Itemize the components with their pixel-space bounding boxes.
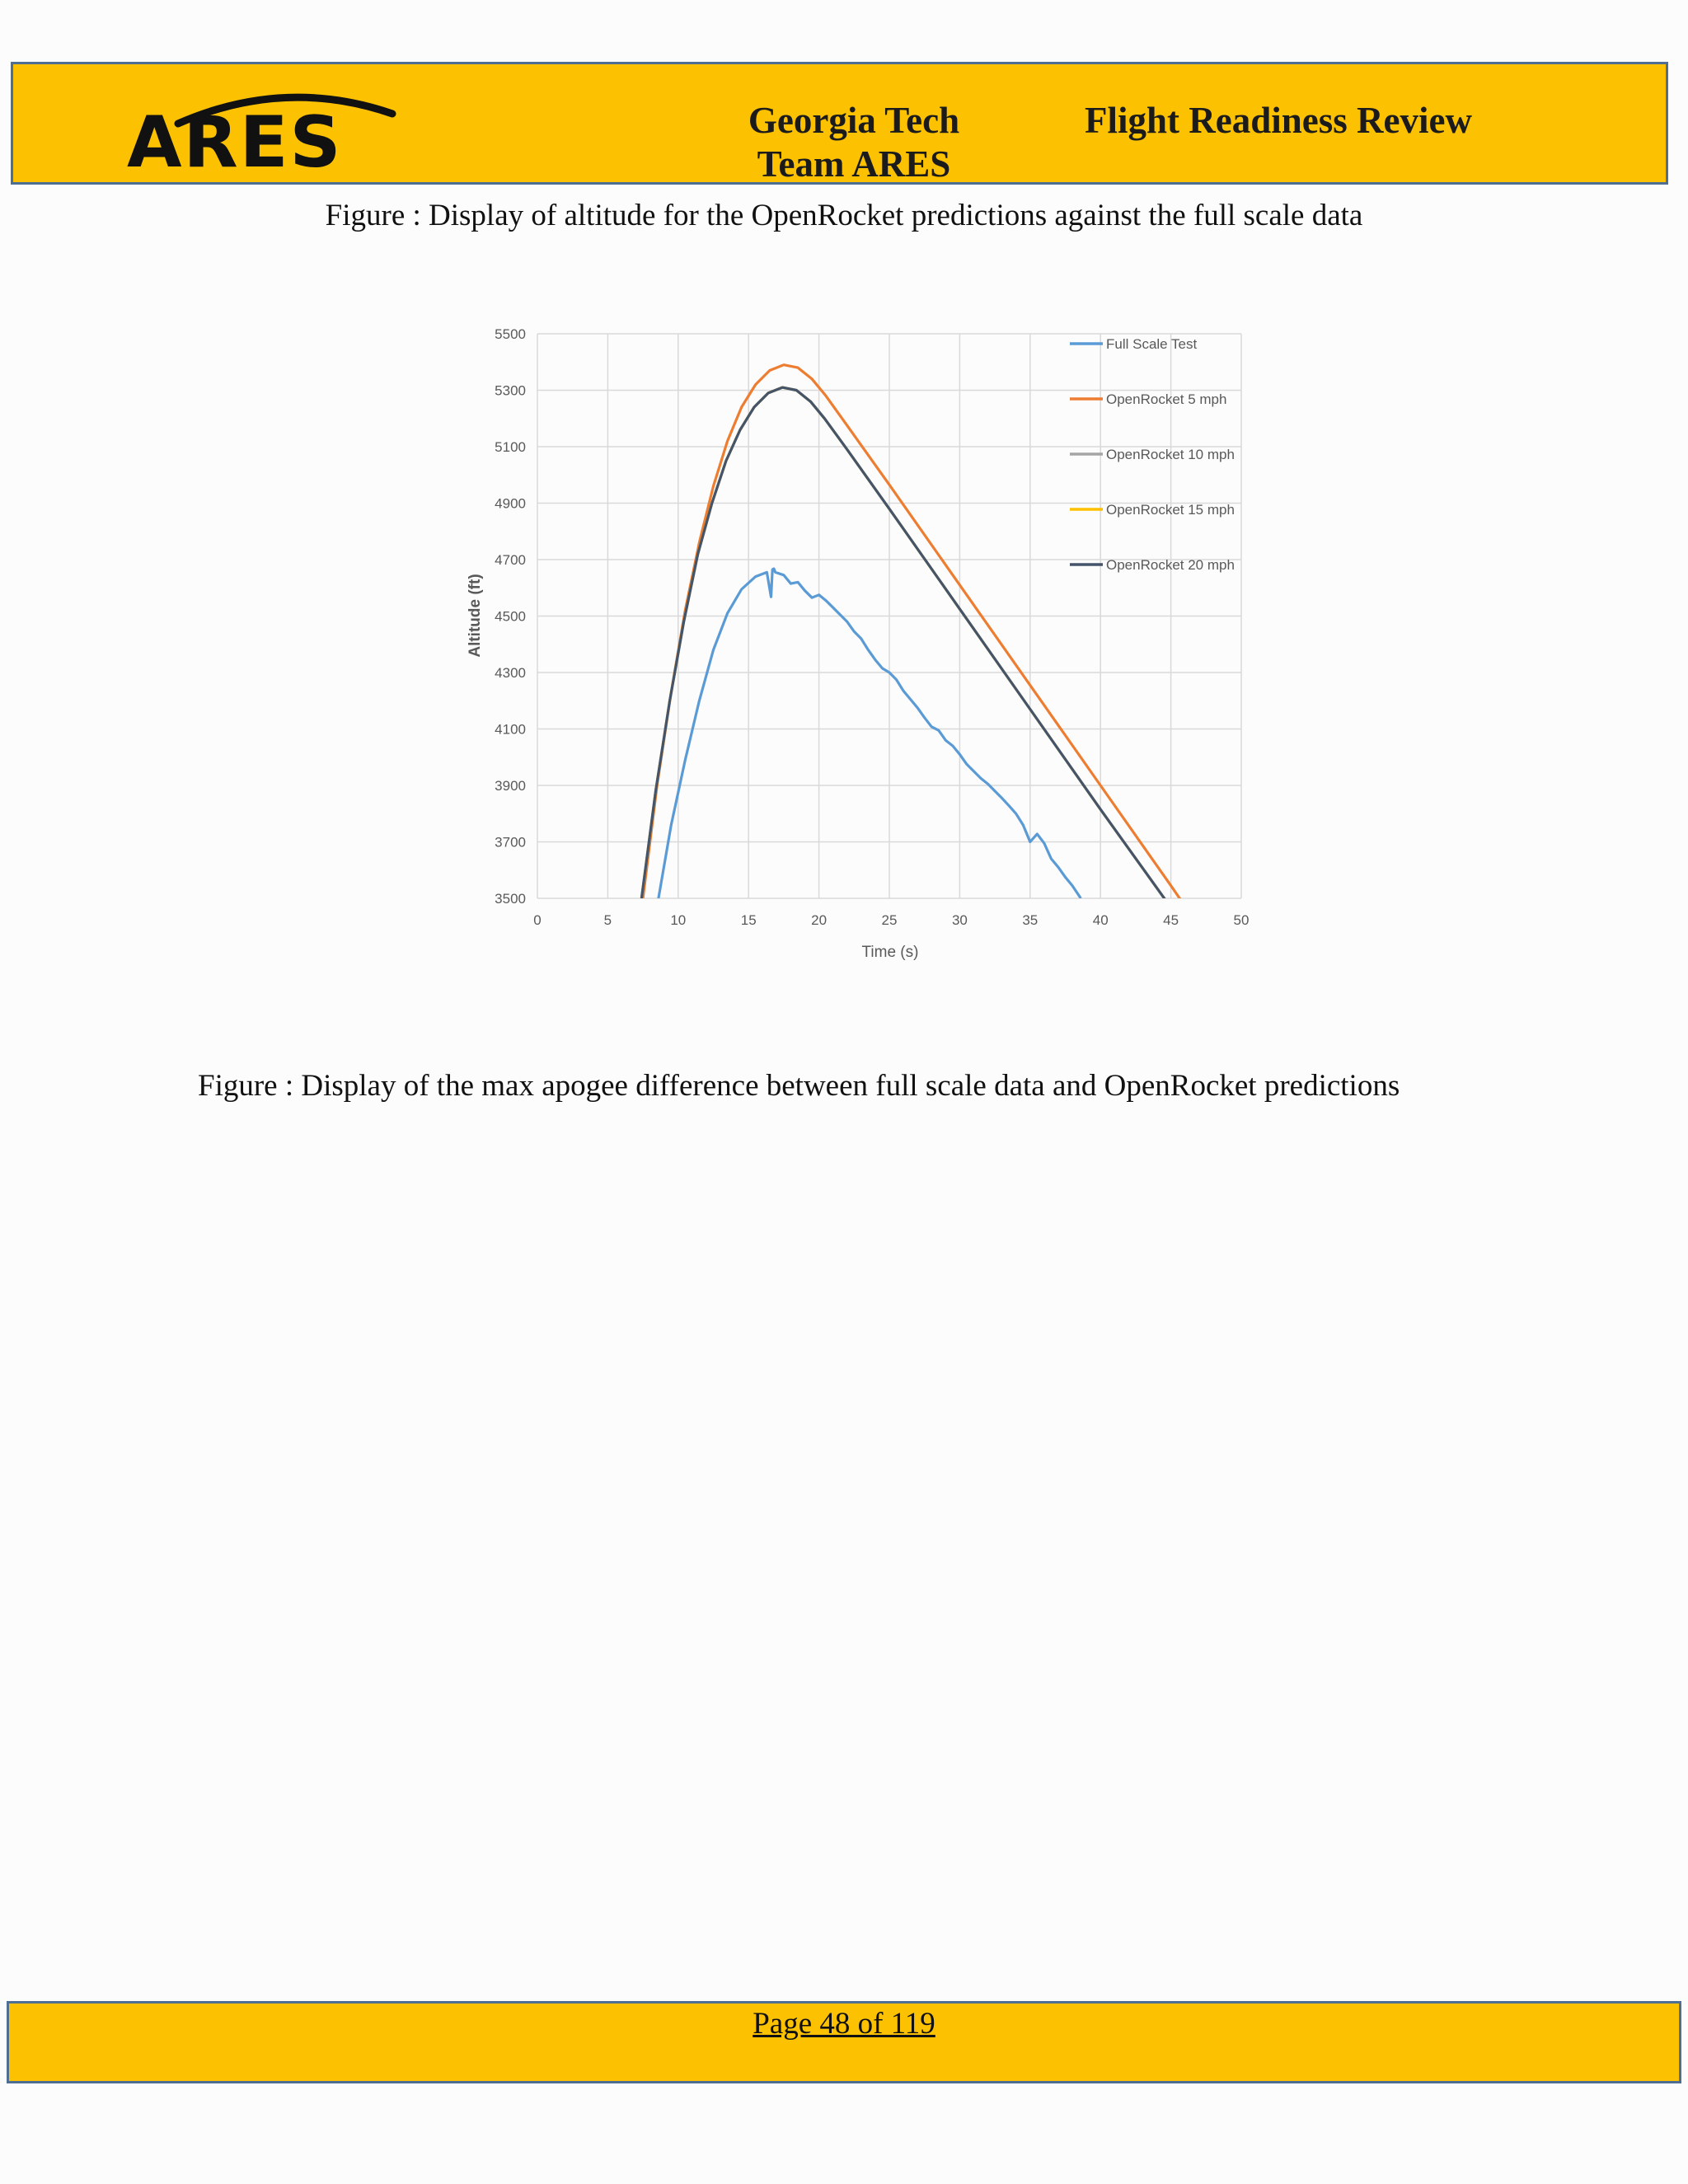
legend-entry: OpenRocket 5 mph xyxy=(1106,391,1227,407)
y-tick-label: 3500 xyxy=(495,891,526,907)
y-tick-label: 5300 xyxy=(495,382,526,399)
document-title: Flight Readiness Review xyxy=(1085,100,1472,141)
y-tick-label: 4900 xyxy=(495,495,526,512)
y-tick-label: 5100 xyxy=(495,439,526,455)
x-tick-label: 35 xyxy=(1022,912,1039,928)
org-line-1: Georgia Tech xyxy=(748,100,960,141)
altitude-chart xyxy=(462,317,1286,977)
chart-legend xyxy=(1070,336,1235,573)
y-tick-label: 4300 xyxy=(495,665,526,681)
x-tick-label: 10 xyxy=(670,912,687,928)
ares-logo xyxy=(120,81,429,176)
y-tick-label: 3700 xyxy=(495,834,526,851)
chart-series xyxy=(641,365,1184,904)
series-line-openrocket-5-mph xyxy=(643,365,1184,904)
org-name xyxy=(689,99,1019,186)
x-tick-label: 30 xyxy=(951,912,968,928)
x-tick-label: 0 xyxy=(533,912,542,928)
x-axis-label: Time (s) xyxy=(861,944,919,961)
x-tick-label: 5 xyxy=(603,912,612,928)
legend-entry: OpenRocket 10 mph xyxy=(1106,447,1235,462)
x-tick-label: 20 xyxy=(811,912,828,928)
legend-entry: OpenRocket 15 mph xyxy=(1106,502,1235,518)
x-tick-label: 25 xyxy=(881,912,898,928)
y-tick-label: 5500 xyxy=(495,326,526,342)
figure-caption-altitude: Figure : Display of altitude for the OpenRocket predictions against the full scale data xyxy=(325,199,1363,232)
page-header xyxy=(11,62,1668,185)
page-number: Page 48 of 119 xyxy=(753,2007,935,2041)
logo-text: ARES xyxy=(127,101,343,176)
y-tick-label: 4100 xyxy=(495,721,526,738)
altitude-chart-svg xyxy=(462,317,1286,977)
figure-caption-apogee: Figure : Display of the max apogee difference between full scale data and OpenRocket predictions xyxy=(198,1069,1400,1103)
legend-entry: Full Scale Test xyxy=(1106,336,1198,352)
x-tick-label: 50 xyxy=(1233,912,1250,928)
x-tick-label: 15 xyxy=(740,912,757,928)
series-line-full-scale-test xyxy=(659,569,1081,898)
legend-entry: OpenRocket 20 mph xyxy=(1106,557,1235,573)
x-tick-label: 40 xyxy=(1092,912,1109,928)
org-line-2: Team ARES xyxy=(757,143,951,185)
y-tick-label: 3900 xyxy=(495,778,526,794)
y-tick-label: 4500 xyxy=(495,608,526,625)
x-tick-label: 45 xyxy=(1163,912,1179,928)
y-tick-label: 4700 xyxy=(495,552,526,568)
y-axis-label: Altitude (ft) xyxy=(467,574,484,658)
chart-grid xyxy=(537,334,1241,898)
page-footer xyxy=(7,2001,1681,2083)
